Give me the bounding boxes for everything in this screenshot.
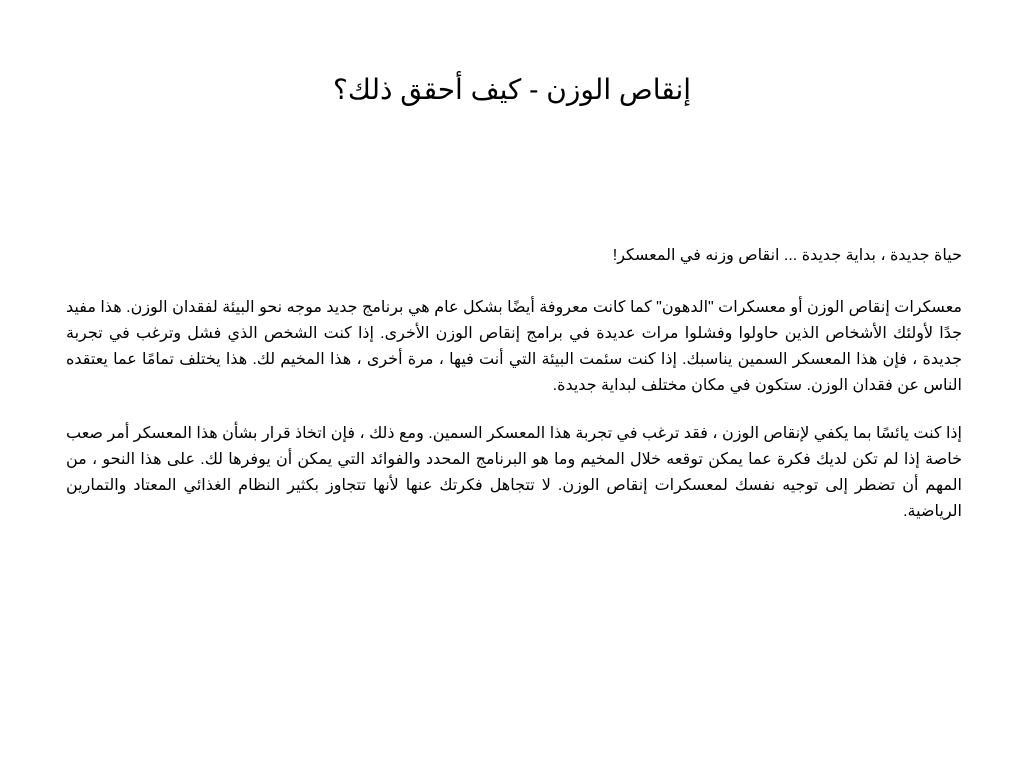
- slide-title: إنقاص الوزن - كيف أحقق ذلك؟: [332, 74, 692, 105]
- slide-body: [66, 243, 962, 547]
- intro-paragraph: حياة جديدة ، بداية جديدة ... انقاص وزنه في المعسكر!: [612, 247, 962, 264]
- body-paragraph-2: إذا كنت يائسًا بما يكفي لإنقاص الوزن ، فقد ترغب في تجربة هذا المعسكر السمين. ومع ذلك ، فإن اتخاذ قرار بشأن هذا المعسكر أمر صعب خاصة إذا لم تكن لديك فكرة عما يمكن توقعه خلال المخيم وما هو البرنامج المحدد والفوائد التي يمكن أن يوفرها لك. على هذا النحو ، من المهم أن تضطر إلى توجيه نفسك لمعسكرات إنقاص الوزن. لا تتجاهل فكرتك عنها لأنها تتجاوز بكثير النظام الغذائي المعتاد والتمارين الرياضية.: [66, 425, 963, 520]
- body-paragraph-1: معسكرات إنقاص الوزن أو معسكرات "الدهون" كما كانت معروفة أيضًا بشكل عام هي برنامج جديد موجه نحو البيئة لفقدان الوزن. هذا مفيد جدًا لأولئك الأشخاص الذين حاولوا وفشلوا مرات عديدة في برامج إنقاص الوزن الأخرى. إذا كنت الشخص الذي فشل وترغب في تجربة جديدة ، فإن هذا المعسكر السمين يناسبك. إذا كنت سئمت البيئة التي أنت فيها ، مرة أخرى ، هذا المخيم لك. هذا يختلف تمامًا عما يعتقده الناس عن فقدان الوزن. ستكون في مكان مختلف لبداية جديدة.: [66, 299, 963, 394]
